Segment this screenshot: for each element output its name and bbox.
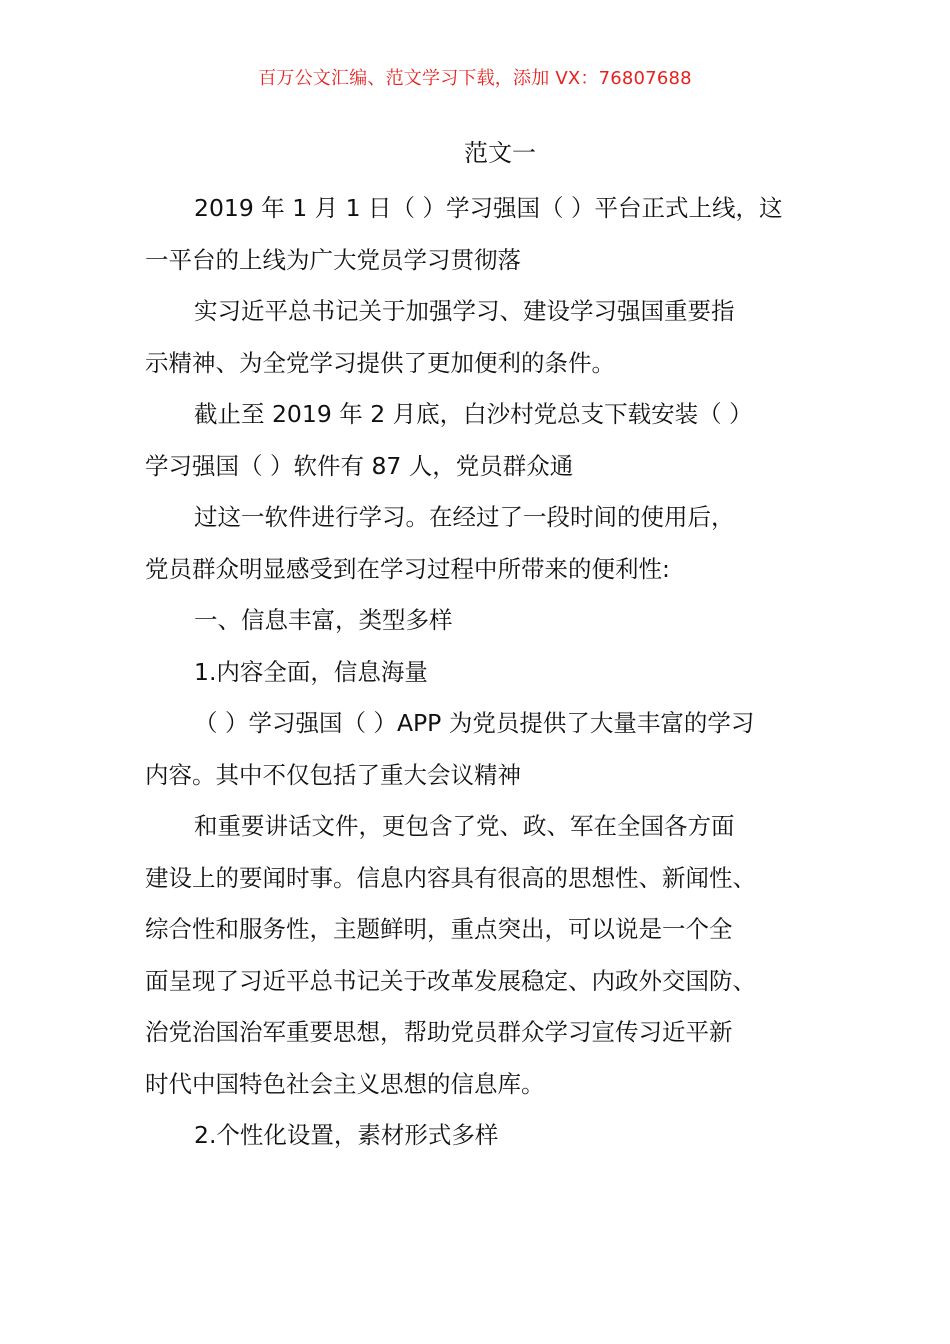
body-line: 实习近平总书记关于加强学习、建设学习强国重要指 (194, 297, 735, 325)
body-line: 综合性和服务性，主题鲜明，重点突出，可以说是一个全 (145, 915, 733, 943)
document-body (145, 183, 810, 1162)
body-line: 2019 年 1 月 1 日（ ）学习强国（ ）平台正式上线，这 (194, 194, 783, 222)
subsection-heading: 2.个性化设置，素材形式多样 (194, 1121, 499, 1149)
body-line: 示精神、为全党学习提供了更加便利的条件。 (145, 348, 615, 377)
header-banner: 百万公文汇编、范文学习下载，添加 VX：76807688 (258, 68, 692, 89)
body-line: 和重要讲话文件，更包含了党、政、军在全国各方面 (194, 812, 735, 840)
body-line: 截止至 2019 年 2 月底，白沙村党总支下载安装（ ） (194, 400, 753, 428)
body-line: （ ）学习强国（ ）APP 为党员提供了大量丰富的学习 (194, 709, 755, 737)
section-heading: 一、信息丰富，类型多样 (194, 606, 453, 634)
body-line: 治党治国治军重要思想，帮助党员群众学习宣传习近平新 (145, 1018, 733, 1046)
body-line: 建设上的要闻时事。信息内容具有很高的思想性、新闻性、 (145, 863, 756, 892)
body-line: 面呈现了习近平总书记关于改革发展稳定、内政外交国防、 (145, 966, 756, 995)
body-line: 过这一软件进行学习。在经过了一段时间的使用后， (194, 503, 735, 531)
body-line: 内容。其中不仅包括了重大会议精神 (145, 760, 521, 789)
subsection-heading: 1.内容全面，信息海量 (194, 657, 428, 686)
body-line: 时代中国特色社会主义思想的信息库。 (145, 1069, 545, 1098)
body-line: 学习强国（ ）软件有 87 人，党员群众通 (145, 451, 574, 480)
body-line: 党员群众明显感受到在学习过程中所带来的便利性: (145, 554, 670, 583)
document-title: 范文一 (464, 139, 536, 167)
body-line: 一平台的上线为广大党员学习贯彻落 (145, 245, 521, 274)
